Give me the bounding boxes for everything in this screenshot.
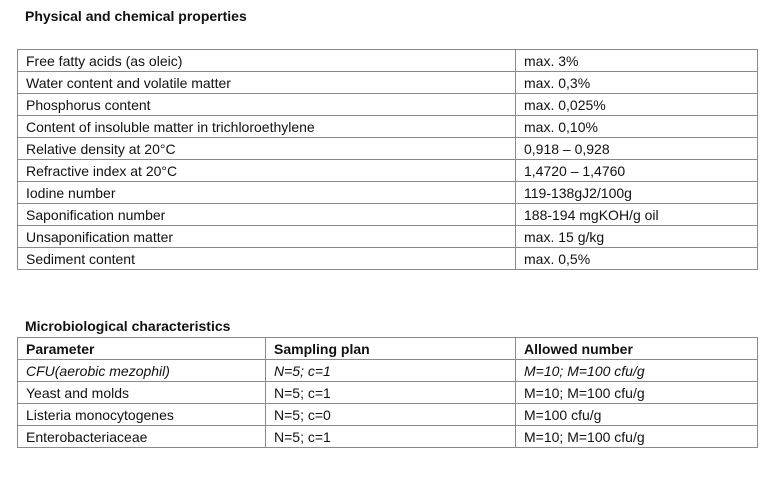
property-value: max. 0,5% [516,248,758,270]
allowed-number-cell: M=10; M=100 cfu/g [516,360,758,382]
property-name: Iodine number [18,182,516,204]
property-name: Unsaponification matter [18,226,516,248]
allowed-number-cell: M=100 cfu/g [516,404,758,426]
physical-properties-table [17,49,758,270]
table-row [18,116,758,138]
column-header-sampling-plan: Sampling plan [266,338,516,360]
property-value: 0,918 – 0,928 [516,138,758,160]
table-row [18,204,758,226]
property-value: max. 15 g/kg [516,226,758,248]
physical-properties-title: Physical and chemical properties [25,8,247,24]
table-row [18,404,758,426]
property-name: Sediment content [18,248,516,270]
property-name: Content of insoluble matter in trichloroethylene [18,116,516,138]
property-name: Saponification number [18,204,516,226]
allowed-number-cell: M=10; M=100 cfu/g [516,382,758,404]
table-row [18,72,758,94]
table-row [18,182,758,204]
sampling-plan-cell: N=5; c=1 [266,426,516,448]
property-name: Water content and volatile matter [18,72,516,94]
sampling-plan-cell: N=5; c=1 [266,360,516,382]
property-value: max. 0,025% [516,94,758,116]
table-row [18,426,758,448]
property-value: 1,4720 – 1,4760 [516,160,758,182]
property-value: 119-138gJ2/100g [516,182,758,204]
microbiological-table [17,337,758,448]
sampling-plan-cell: N=5; c=1 [266,382,516,404]
column-header-allowed-number: Allowed number [516,338,758,360]
property-value: max. 3% [516,50,758,72]
table-row [18,360,758,382]
table-row [18,226,758,248]
property-value: max. 0,10% [516,116,758,138]
parameter-cell: Listeria monocytogenes [18,404,266,426]
parameter-cell: Yeast and molds [18,382,266,404]
column-header-parameter: Parameter [18,338,266,360]
property-value: 188-194 mgKOH/g oil [516,204,758,226]
property-name: Free fatty acids (as oleic) [18,50,516,72]
table-row [18,138,758,160]
table-header-row [18,338,758,360]
property-name: Phosphorus content [18,94,516,116]
property-name: Refractive index at 20°C [18,160,516,182]
microbiological-title: Microbiological characteristics [25,318,231,334]
property-value: max. 0,3% [516,72,758,94]
allowed-number-cell: M=10; M=100 cfu/g [516,426,758,448]
table-row [18,248,758,270]
table-row [18,94,758,116]
table-row [18,160,758,182]
parameter-cell: Enterobacteriaceae [18,426,266,448]
property-name: Relative density at 20°C [18,138,516,160]
table-row [18,382,758,404]
parameter-cell: CFU(aerobic mezophil) [18,360,266,382]
sampling-plan-cell: N=5; c=0 [266,404,516,426]
table-row [18,50,758,72]
